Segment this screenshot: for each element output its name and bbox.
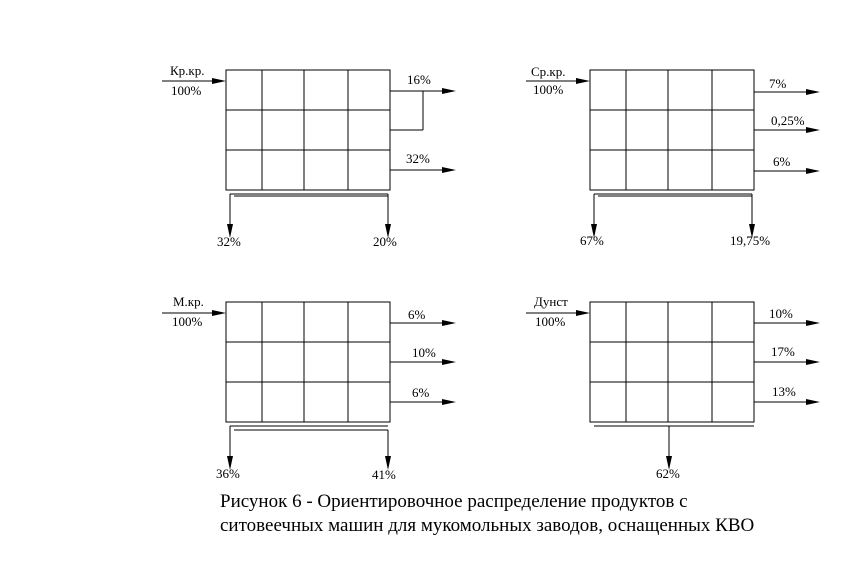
side-output-arrow bbox=[442, 399, 456, 405]
input-percent-label: 100% bbox=[533, 82, 564, 97]
side-output-label: 17% bbox=[771, 344, 795, 359]
side-output-arrow bbox=[442, 88, 456, 94]
side-output-label: 6% bbox=[408, 307, 426, 322]
machine-name-label: М.кр. bbox=[173, 294, 204, 309]
side-output-label: 32% bbox=[406, 151, 430, 166]
bottom-output-label: 19,75% bbox=[730, 233, 771, 248]
input-arrow bbox=[212, 310, 226, 316]
side-output-label: 16% bbox=[407, 72, 431, 87]
machine-name-label: Дунст bbox=[534, 294, 568, 309]
sieve-grid bbox=[226, 70, 390, 190]
sieve-grid bbox=[590, 70, 754, 190]
bottom-output-label: 67% bbox=[580, 233, 604, 248]
machine-m-kr bbox=[162, 294, 456, 482]
side-output-label: 10% bbox=[412, 345, 436, 360]
side-output-arrow bbox=[806, 320, 820, 326]
side-output-arrow bbox=[806, 359, 820, 365]
machine-name-label: Ср.кр. bbox=[531, 64, 566, 79]
side-output-arrow bbox=[806, 89, 820, 95]
caption-line: Рисунок 6 - Ориентировочное распределение продуктов с bbox=[220, 491, 688, 512]
caption-line: ситовеечных машин для мукомольных заводов, оснащенных КВО bbox=[220, 515, 755, 536]
sieve-grid bbox=[590, 302, 754, 422]
machine-kr-kr bbox=[162, 63, 456, 249]
side-output-arrow bbox=[442, 320, 456, 326]
side-output-arrow bbox=[806, 168, 820, 174]
side-output-label: 6% bbox=[773, 154, 791, 169]
side-output-label: 7% bbox=[769, 76, 787, 91]
input-percent-label: 100% bbox=[172, 314, 203, 329]
bottom-output-label: 41% bbox=[372, 467, 396, 482]
side-output-arrow bbox=[442, 167, 456, 173]
machine-sr-kr bbox=[526, 64, 820, 248]
input-arrow bbox=[576, 310, 590, 316]
input-arrow bbox=[212, 78, 226, 84]
bottom-output-label: 36% bbox=[216, 466, 240, 481]
bottom-output-label: 62% bbox=[656, 466, 680, 481]
side-output-label: 13% bbox=[772, 384, 796, 399]
input-arrow bbox=[576, 78, 590, 84]
side-output-arrow bbox=[442, 359, 456, 365]
side-output-label: 10% bbox=[769, 306, 793, 321]
sieve-grid bbox=[226, 302, 390, 422]
side-output-label: 6% bbox=[412, 385, 430, 400]
input-percent-label: 100% bbox=[171, 83, 202, 98]
machine-dunst bbox=[526, 294, 820, 481]
machine-name-label: Кр.кр. bbox=[170, 63, 205, 78]
bottom-output-label: 32% bbox=[217, 234, 241, 249]
bottom-output-label: 20% bbox=[373, 234, 397, 249]
input-percent-label: 100% bbox=[535, 314, 566, 329]
side-output-label: 0,25% bbox=[771, 113, 805, 128]
figure-caption bbox=[220, 490, 840, 538]
side-output-arrow bbox=[806, 127, 820, 133]
side-output-arrow bbox=[806, 399, 820, 405]
